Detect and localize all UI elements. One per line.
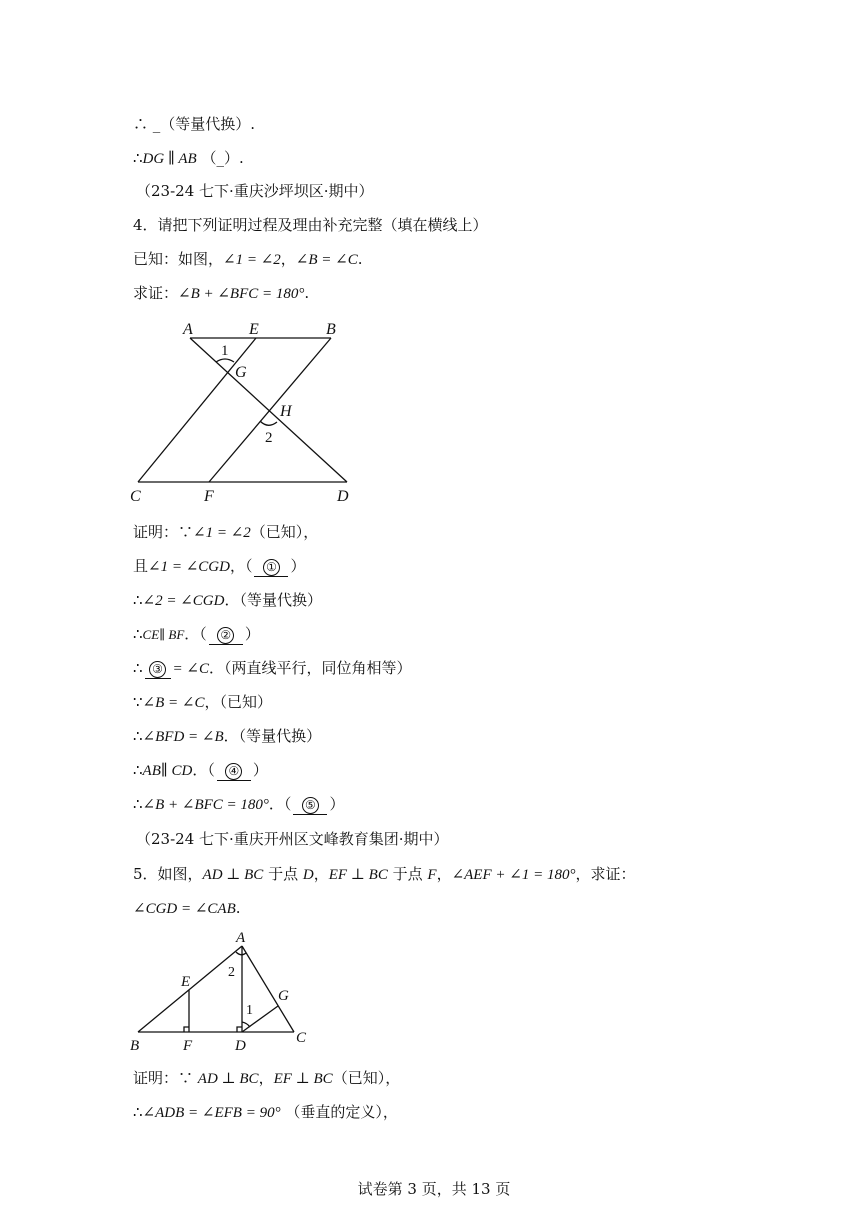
q4-step-1: 证明：∵∠1 = ∠2（已知）， [133,523,319,541]
label-e: E [181,974,191,990]
label-c: C [130,488,141,505]
question-4-figure [120,312,370,512]
label-d: D [235,1038,246,1054]
q4-step-8: ∴AB∥ CD．（ ④ ） [133,761,268,779]
label-angle-1: 1 [221,343,229,359]
q5-proof-1: 证明：∵ AD ⊥ BC，EF ⊥ BC（已知）， [133,1069,401,1087]
angle-1-arc [216,359,234,362]
label-f: F [204,488,214,505]
angle-2-arc [236,952,246,955]
q4-step-9: ∴∠B + ∠BFC = 180°．（ ⑤ ） [133,795,345,813]
q4-step-3: ∴∠2 = ∠CGD．（等量代换） [133,591,322,609]
label-e: E [249,321,259,338]
label-b: B [130,1038,140,1054]
question-4-prompt: 4．请把下列证明过程及理由补充完整（填在横线上） [133,216,488,234]
label-h: H [280,403,292,420]
label-g: G [235,364,247,381]
label-b: B [326,321,336,338]
right-angle-f [184,1027,189,1032]
answer-blank-3: ③ [145,660,171,679]
label-angle-2: 2 [228,965,235,980]
q4-step-4: ∴CE∥ BF．（ ② ） [133,625,260,643]
question-5-source: （23-24 七下·重庆开州区文峰教育集团·期中） [136,830,449,848]
q4-step-6: ∵∠B = ∠C，（已知） [133,693,272,711]
answer-blank-2: ② [209,626,243,645]
segment-ec [138,338,256,482]
angle-1-arc [242,1022,250,1027]
label-angle-1: 1 [246,1003,253,1018]
page-footer: 试卷第 3 页，共 13 页 [357,1180,511,1198]
answer-blank-4: ④ [217,762,251,781]
question-4-given: 已知：如图，∠1 = ∠2，∠B = ∠C. [133,250,363,268]
label-g: G [278,988,289,1004]
right-angle-d [237,1027,242,1032]
question-5-prompt: 5．如图，AD ⊥ BC 于点 D，EF ⊥ BC 于点 F，∠AEF + ∠1 = 180°，求证： [133,865,636,883]
answer-blank-5: ⑤ [293,796,327,815]
segment-ad [190,338,347,482]
label-d: D [337,488,349,505]
continuation-line-1: ∴ _（等量代换）. [133,115,256,133]
question-4-source: （23-24 七下·重庆沙坪坝区·期中） [136,182,374,200]
question-5-figure [120,926,320,1056]
question-4-prove: 求证：∠B + ∠BFC = 180°. [133,284,310,302]
label-a: A [236,930,246,946]
label-a: A [183,321,193,338]
angle-2-arc [260,421,277,425]
q4-step-2: 且∠1 = ∠CGD，（ ① ） [133,557,306,575]
question-5-prove: ∠CGD = ∠CAB. [133,899,241,917]
q4-step-5: ∴ ③ = ∠C．（两直线平行，同位角相等） [133,659,412,677]
label-f: F [183,1038,193,1054]
label-angle-2: 2 [265,430,273,446]
q4-step-7: ∴∠BFD = ∠B．（等量代换） [133,727,322,745]
answer-blank-1: ① [254,558,288,577]
continuation-line-2: ∴DG ∥ AB （_）. [133,149,244,167]
q5-proof-2: ∴∠ADB = ∠EFB = 90° （垂直的定义）， [133,1103,398,1121]
label-c: C [296,1030,307,1046]
